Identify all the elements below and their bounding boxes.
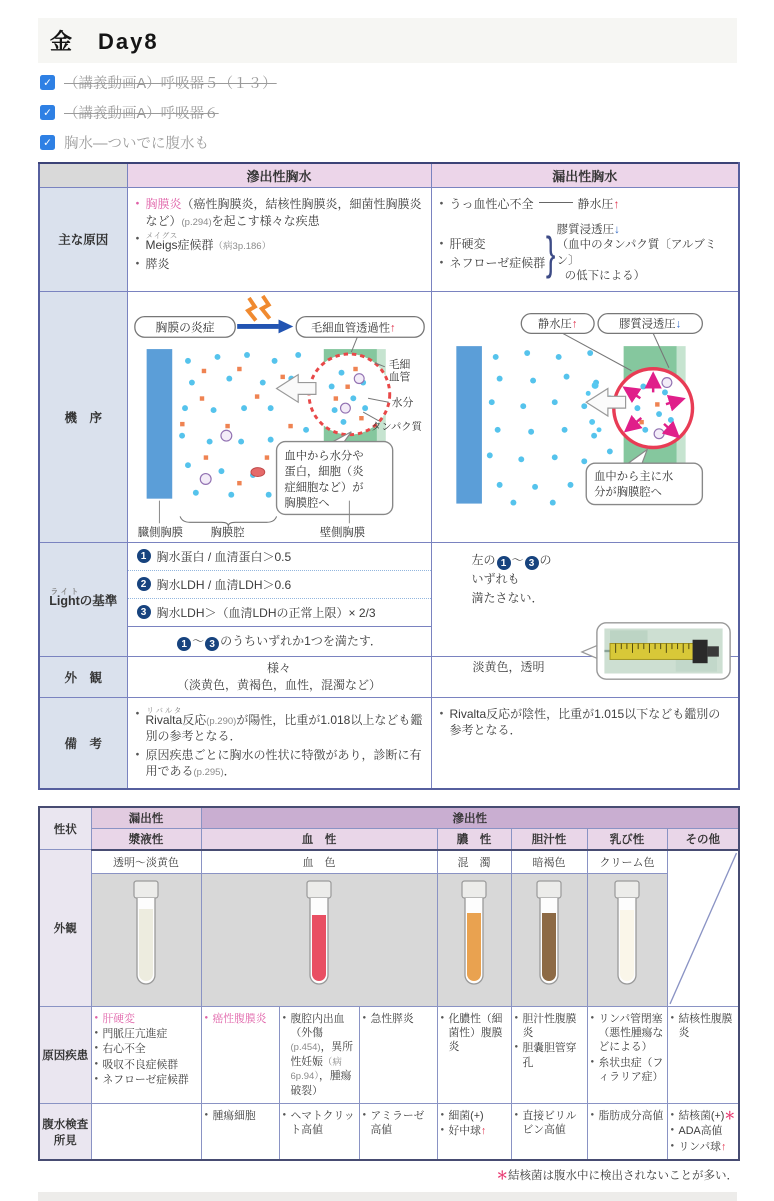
transudative-mechanism-diagram — [432, 292, 739, 540]
row-label-causes: 原因疾患 — [39, 1006, 91, 1103]
color-chylous: クリーム色 — [587, 850, 667, 874]
row-label-appearance: 外 観 — [39, 657, 127, 698]
exudative-group-header: 滲出性 — [201, 807, 739, 829]
corner-label: 性状 — [39, 807, 91, 850]
callout-line: 分が胸膜腔へ — [593, 486, 662, 499]
criterion-1: 1 胸水蛋白 / 血清蛋白＞0.5 — [128, 543, 431, 570]
corner-cell — [39, 163, 127, 188]
todo-list — [40, 72, 737, 153]
capillary-label: 血管 — [388, 371, 410, 384]
criterion-2: 2 胸水LDH / 血清LDH＞0.6 — [128, 570, 431, 598]
inflammation-bubble-label: 胸膜の炎症 — [155, 319, 215, 334]
permeability-bubble-label: 毛細血管透過性↑ — [310, 321, 396, 334]
light-criteria-exudative-cell — [127, 542, 431, 657]
type-purulent: 膿 性 — [437, 828, 511, 850]
exudative-mechanism-diagram — [128, 292, 431, 540]
oncotic-bubble-label: 膠質浸透圧↓ — [618, 318, 681, 331]
mechanism-transudative-cell — [431, 291, 739, 542]
type-bilious: 胆汁性 — [511, 828, 587, 850]
type-chylous: 乳び性 — [587, 828, 667, 850]
criteria-negative-line: 左の 1 ～ 3 の — [471, 552, 552, 569]
findings-bloody-cell-3: ● アミラーゼ高値 — [359, 1104, 437, 1160]
type-bloody: 血 性 — [201, 828, 437, 850]
causes-bloody-cell-3: ● 急性膵炎 — [359, 1006, 437, 1103]
remark-item: ● 原因疾患ごとに胸水の性状に特徴があり，診断に有用である(p.295)． — [136, 747, 425, 780]
dash-line — [539, 202, 573, 203]
page-title: 金 Day8 — [38, 18, 737, 63]
asterisk-icon: ＊ — [496, 1169, 508, 1182]
todo-label: 胸水—ついでに腹水も — [64, 136, 209, 152]
criterion-3: 3 胸水LDH＞（血清LDHの正常上限）× 2/3 — [128, 598, 431, 626]
color-serous: 透明～淡黄色 — [91, 850, 201, 874]
color-row — [39, 850, 739, 874]
circled-number-icon: 1 — [177, 637, 191, 651]
group-header-row — [39, 807, 739, 829]
exudative-column-header: 滲出性胸水 — [127, 163, 431, 188]
callout-line: 症細胞など）が — [283, 481, 364, 494]
appearance-transudative-cell: 淡黄色，透明 — [431, 657, 739, 698]
row-label-remarks: 備 考 — [39, 697, 127, 789]
row-label-light-criteria: Lightライトの基準 — [39, 542, 127, 657]
cause-item: ● 肝硬変 — [440, 236, 546, 253]
findings-bloody-cell-2: ● ヘマトクリット高値 — [279, 1104, 359, 1160]
asterisk-icon: ＊ — [724, 1110, 736, 1123]
remarks-transudative-cell — [431, 697, 739, 789]
callout-line: 血中から水分や — [283, 449, 364, 462]
causes-chylous-cell: ● リンパ管閉塞（悪性腫瘍などによる） ● 糸状虫症（フィラリア症） — [587, 1006, 667, 1103]
capillary-label: 毛細 — [388, 358, 410, 371]
up-arrow-icon: ↑ — [480, 1125, 487, 1138]
cause-item: ● Meigsメイグス症候群（病3p.186） — [136, 231, 425, 254]
tube-row — [39, 873, 739, 1006]
mechanism-exudative-cell — [127, 291, 431, 542]
causes-purulent-cell: ● 化膿性（細菌性）腹膜炎 — [437, 1006, 511, 1103]
ascites-table — [38, 806, 740, 1161]
criteria-negative-line: いずれも — [471, 572, 520, 587]
circled-number-icon: 1 — [497, 556, 511, 570]
findings-chylous-cell: ● 脂肪成分高値 — [587, 1104, 667, 1160]
checkbox-checked-icon[interactable] — [40, 135, 55, 150]
causes-other-cell: ● 結核性腹膜炎 — [667, 1006, 739, 1103]
callout-line: 蛋白，細胞（炎 — [283, 465, 364, 478]
todo-item — [40, 132, 737, 153]
brace-icon: } — [546, 227, 556, 280]
checkbox-checked-icon[interactable] — [40, 75, 55, 90]
todo-item — [40, 102, 737, 123]
bilious-tube — [511, 873, 587, 1006]
appearance-row — [39, 657, 739, 698]
appearance-exudative-cell: 様々 （淡黄色，黄褐色，血性，混濁など） — [127, 657, 431, 698]
findings-row — [39, 1104, 739, 1160]
brace-group: ● 肝硬変 ● ネフローゼ症候群 } 膠質浸透圧↓ （血中のタンパク質〔アルブミン〕 の低下による） — [440, 223, 733, 285]
header-row — [39, 163, 739, 188]
visceral-pleura-label: 臓側胸膜 — [137, 526, 183, 539]
type-header-row — [39, 828, 739, 850]
purulent-tube — [437, 873, 511, 1006]
circled-number-icon: 1 — [137, 549, 151, 563]
cause-item: ● ネフローゼ症候群 — [440, 255, 546, 272]
remark-item: ● Rivalta反応が陰性，比重が1.015以下なども鑑別の参考となる． — [440, 706, 733, 739]
cause-item: ● 胸膜炎（癌性胸膜炎，結核性胸膜炎，細菌性胸膜炎など）(p.294)を起こす様々な疾患 — [136, 196, 425, 229]
cause-item: ● 膵炎 — [136, 256, 425, 273]
lightning-icon — [248, 298, 256, 321]
up-arrow-icon: ↑ — [613, 197, 620, 211]
remarks-row — [39, 697, 739, 789]
protein-label: タンパク質 — [370, 421, 422, 433]
findings-serous-cell — [91, 1104, 201, 1160]
mechanism-row — [39, 291, 739, 542]
transudative-column-header: 漏出性胸水 — [431, 163, 739, 188]
chylous-tube — [587, 873, 667, 1006]
page-bottom-strip — [38, 1192, 737, 1201]
causes-bloody-cell-2: ● 腹腔内出血（外傷(p.454)，異所性妊娠（病6p.94），腫瘍破裂） — [279, 1006, 359, 1103]
findings-other-cell: ● 結核菌(+)＊ ● ADA高値 ● リンパ球↑ — [667, 1104, 739, 1160]
cause-item: ● うっ血性心不全 静水圧↑ — [440, 196, 733, 213]
callout-line: 血中から主に水 — [593, 470, 673, 483]
criteria-negative-line: 満たさない． — [471, 590, 544, 605]
bloody-tube — [201, 873, 437, 1006]
pleural-effusion-table — [38, 162, 740, 790]
hydrostatic-bubble-label: 静水圧↑ — [537, 318, 577, 331]
todo-item — [40, 72, 737, 93]
causes-exudative-cell — [127, 188, 431, 292]
lightning-icon — [261, 296, 269, 319]
todo-label: （講義動画A）呼吸器５（１３） — [64, 76, 277, 92]
pleural-cavity-label: 胸膜腔 — [210, 526, 245, 539]
up-arrow-icon: ↑ — [720, 1140, 727, 1153]
other-diagonal-cell — [667, 850, 739, 1007]
serous-tube — [91, 873, 201, 1006]
causes-row — [39, 1006, 739, 1103]
syringe-photo — [580, 619, 732, 686]
criteria-footer: 1 ～ 3 のうちいずれか1つを満たす． — [128, 626, 431, 657]
color-purulent: 混 濁 — [437, 850, 511, 874]
row-label-findings: 腹水検査所見 — [39, 1104, 91, 1160]
causes-bilious-cell: ● 胆汁性腹膜炎 ● 胆嚢胆管穿孔 — [511, 1006, 587, 1103]
color-bloody: 血 色 — [201, 850, 437, 874]
parietal-pleura-label: 壁側胸膜 — [319, 526, 365, 539]
todo-label: （講義動画A）呼吸器６ — [64, 106, 219, 122]
checkbox-checked-icon[interactable] — [40, 105, 55, 120]
findings-bilious-cell: ● 直接ビリルビン高値 — [511, 1104, 587, 1160]
causes-transudative-cell — [431, 188, 739, 292]
circled-number-icon: 3 — [205, 637, 219, 651]
causes-serous-cell: ● 肝硬変 ● 門脈圧亢進症 ● 右心不全 ● 吸収不良症候群 ● ネフローゼ症候群 — [91, 1006, 201, 1103]
type-serous: 漿液性 — [91, 828, 201, 850]
main-causes-row — [39, 188, 739, 292]
row-label-causes: 主な原因 — [39, 188, 127, 292]
down-arrow-icon: ↓ — [614, 223, 620, 236]
footnote: ＊結核菌は腹水中に検出されないことが多い． — [496, 1169, 738, 1182]
circled-number-icon: 3 — [137, 605, 151, 619]
findings-bloody-cell-1: ● 腫瘍細胞 — [201, 1104, 279, 1160]
circled-number-icon: 2 — [137, 577, 151, 591]
water-label: 水分 — [391, 396, 413, 409]
findings-purulent-cell: ● 細菌(+) ● 好中球↑ — [437, 1104, 511, 1160]
circled-number-icon: 3 — [525, 556, 539, 570]
causes-bloody-cell-1: ● 癌性腹膜炎 — [201, 1006, 279, 1103]
color-bilious: 暗褐色 — [511, 850, 587, 874]
remark-item: ● Rivaltaリバルタ反応(p.290)が陽性，比重が1.018以上なども鑑別の参考となる． — [136, 706, 425, 745]
remarks-exudative-cell — [127, 697, 431, 789]
callout-line: 胸膜腔へ — [283, 497, 330, 510]
row-label-appearance: 外観 — [39, 850, 91, 1007]
transudative-group-header: 漏出性 — [91, 807, 201, 829]
type-other: その他 — [667, 828, 739, 850]
row-label-mechanism: 機 序 — [39, 291, 127, 542]
cause-arrow-icon — [278, 319, 293, 333]
